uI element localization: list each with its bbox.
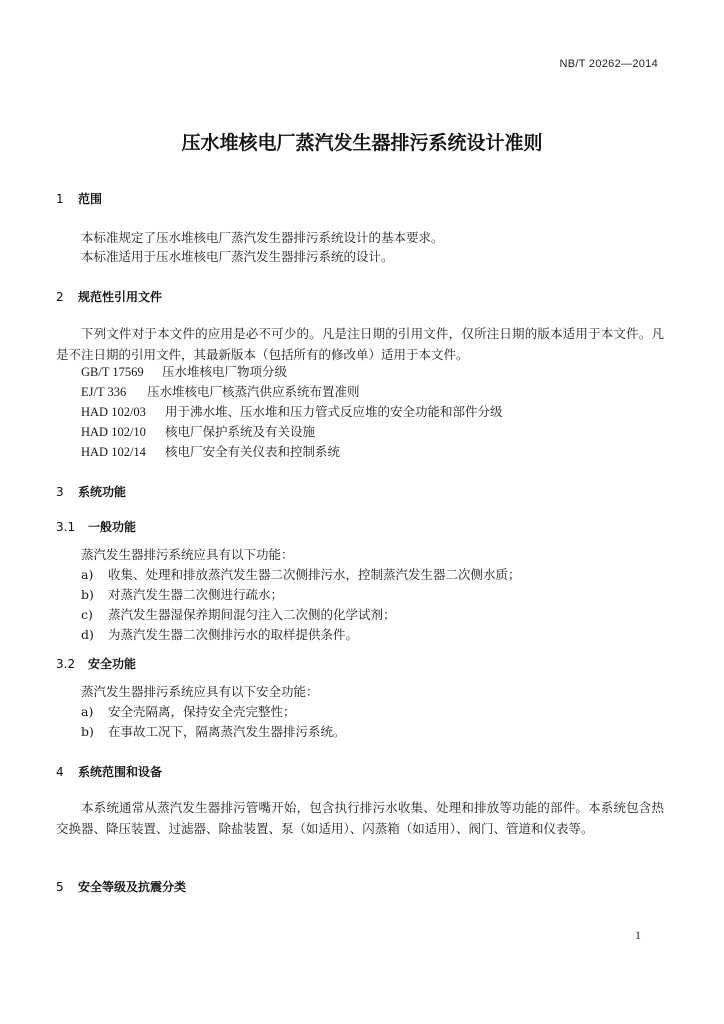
scope-paragraph-2: 本标准适用于压水堆核电厂蒸汽发生器排污系统的设计。 [81,249,394,264]
list-text: 为蒸汽发生器二次侧排污水的取样提供条件。 [108,627,359,642]
safety-functions-lead: 蒸汽发生器排污系统应具有以下安全功能： [81,684,319,699]
general-functions-lead: 蒸汽发生器排污系统应具有以下功能： [81,547,294,562]
section-number: 3 [56,485,64,499]
reference-title: 压水堆核电厂核蒸汽供应系统布置准则 [147,384,360,399]
reference-item [81,381,360,403]
scope-paragraph-1: 本标准规定了压水堆核电厂蒸汽发生器排污系统设计的基本要求。 [81,230,444,245]
list-marker: d) [81,627,94,642]
subsection-3-1-heading [56,518,136,535]
section-3-heading [56,483,126,500]
subsection-number: 3.2 [56,657,76,671]
subsection-title: 一般功能 [88,520,137,534]
list-marker: a) [81,704,94,719]
reference-code: HAD 102/14 [81,445,146,459]
reference-item [81,361,287,383]
list-text: 安全壳隔离，保持安全壳完整性； [108,704,296,719]
reference-item [81,401,503,423]
reference-code: HAD 102/10 [81,425,146,439]
section-title: 系统功能 [78,485,127,499]
reference-item [81,441,340,463]
section-4-heading [56,763,162,780]
reference-title: 核电厂保护系统及有关设施 [165,424,316,439]
list-item [81,721,346,742]
list-text: 对蒸汽发生器二次侧进行疏水； [108,587,284,602]
list-marker: c) [81,607,93,622]
list-text: 在事故工况下，隔离蒸汽发生器排污系统。 [108,724,346,739]
list-item [81,584,283,605]
section-title: 安全等级及抗震分类 [78,880,187,894]
section-number: 5 [56,880,64,894]
list-item [81,604,396,625]
list-marker: b) [81,587,94,602]
section-title: 规范性引用文件 [78,290,163,304]
reference-title: 压水堆核电厂物项分级 [162,364,288,379]
document-title: 压水堆核电厂蒸汽发生器排污系统设计准则 [181,132,543,154]
standard-code: NB/T 20262—2014 [559,58,658,70]
section-title: 系统范围和设备 [78,765,163,779]
list-item [81,701,296,722]
list-item [81,564,521,585]
section-title: 范围 [78,192,103,206]
section-1-heading [56,190,102,207]
references-intro: 下列文件对于本文件的应用是必不可少的。凡是注日期的引用文件，仅所注日期的版本适用于本文件。凡是不注日期的引用文件，其最新版本（包括所有的修改单）适用于本文件。 [56,326,664,362]
subsection-3-2-heading [56,655,136,672]
subsection-title: 安全功能 [88,657,137,671]
section-number: 1 [56,192,64,206]
section-2-heading [56,288,162,305]
reference-code: HAD 102/03 [81,405,146,419]
section-number: 2 [56,290,64,304]
list-marker: b) [81,724,94,739]
page-number: 1 [635,928,641,942]
reference-code: EJ/T 336 [81,385,127,399]
reference-code: GB/T 17569 [81,365,144,379]
reference-item [81,421,315,443]
list-marker: a) [81,567,94,582]
list-text: 收集、处理和排放蒸汽发生器二次侧排污水，控制蒸汽发生器二次侧水质； [108,567,521,582]
reference-title: 核电厂安全有关仪表和控制系统 [165,444,341,459]
list-item [81,624,358,645]
reference-title: 用于沸水堆、压水堆和压力管式反应堆的安全功能和部件分级 [165,404,503,419]
list-text: 蒸汽发生器湿保养期间混匀注入二次侧的化学试剂； [108,607,396,622]
section-5-heading [56,878,186,895]
subsection-number: 3.1 [56,520,76,534]
section-number: 4 [56,765,64,779]
system-scope-paragraph: 本系统通常从蒸汽发生器排污管嘴开始，包含执行排污水收集、处理和排放等功能的部件。本系统包含热交换器、降压装置、过滤器、除盐装置、泵（如适用）、闪蒸箱（如适用）、阀门、管道和仪表等。 [56,800,664,836]
